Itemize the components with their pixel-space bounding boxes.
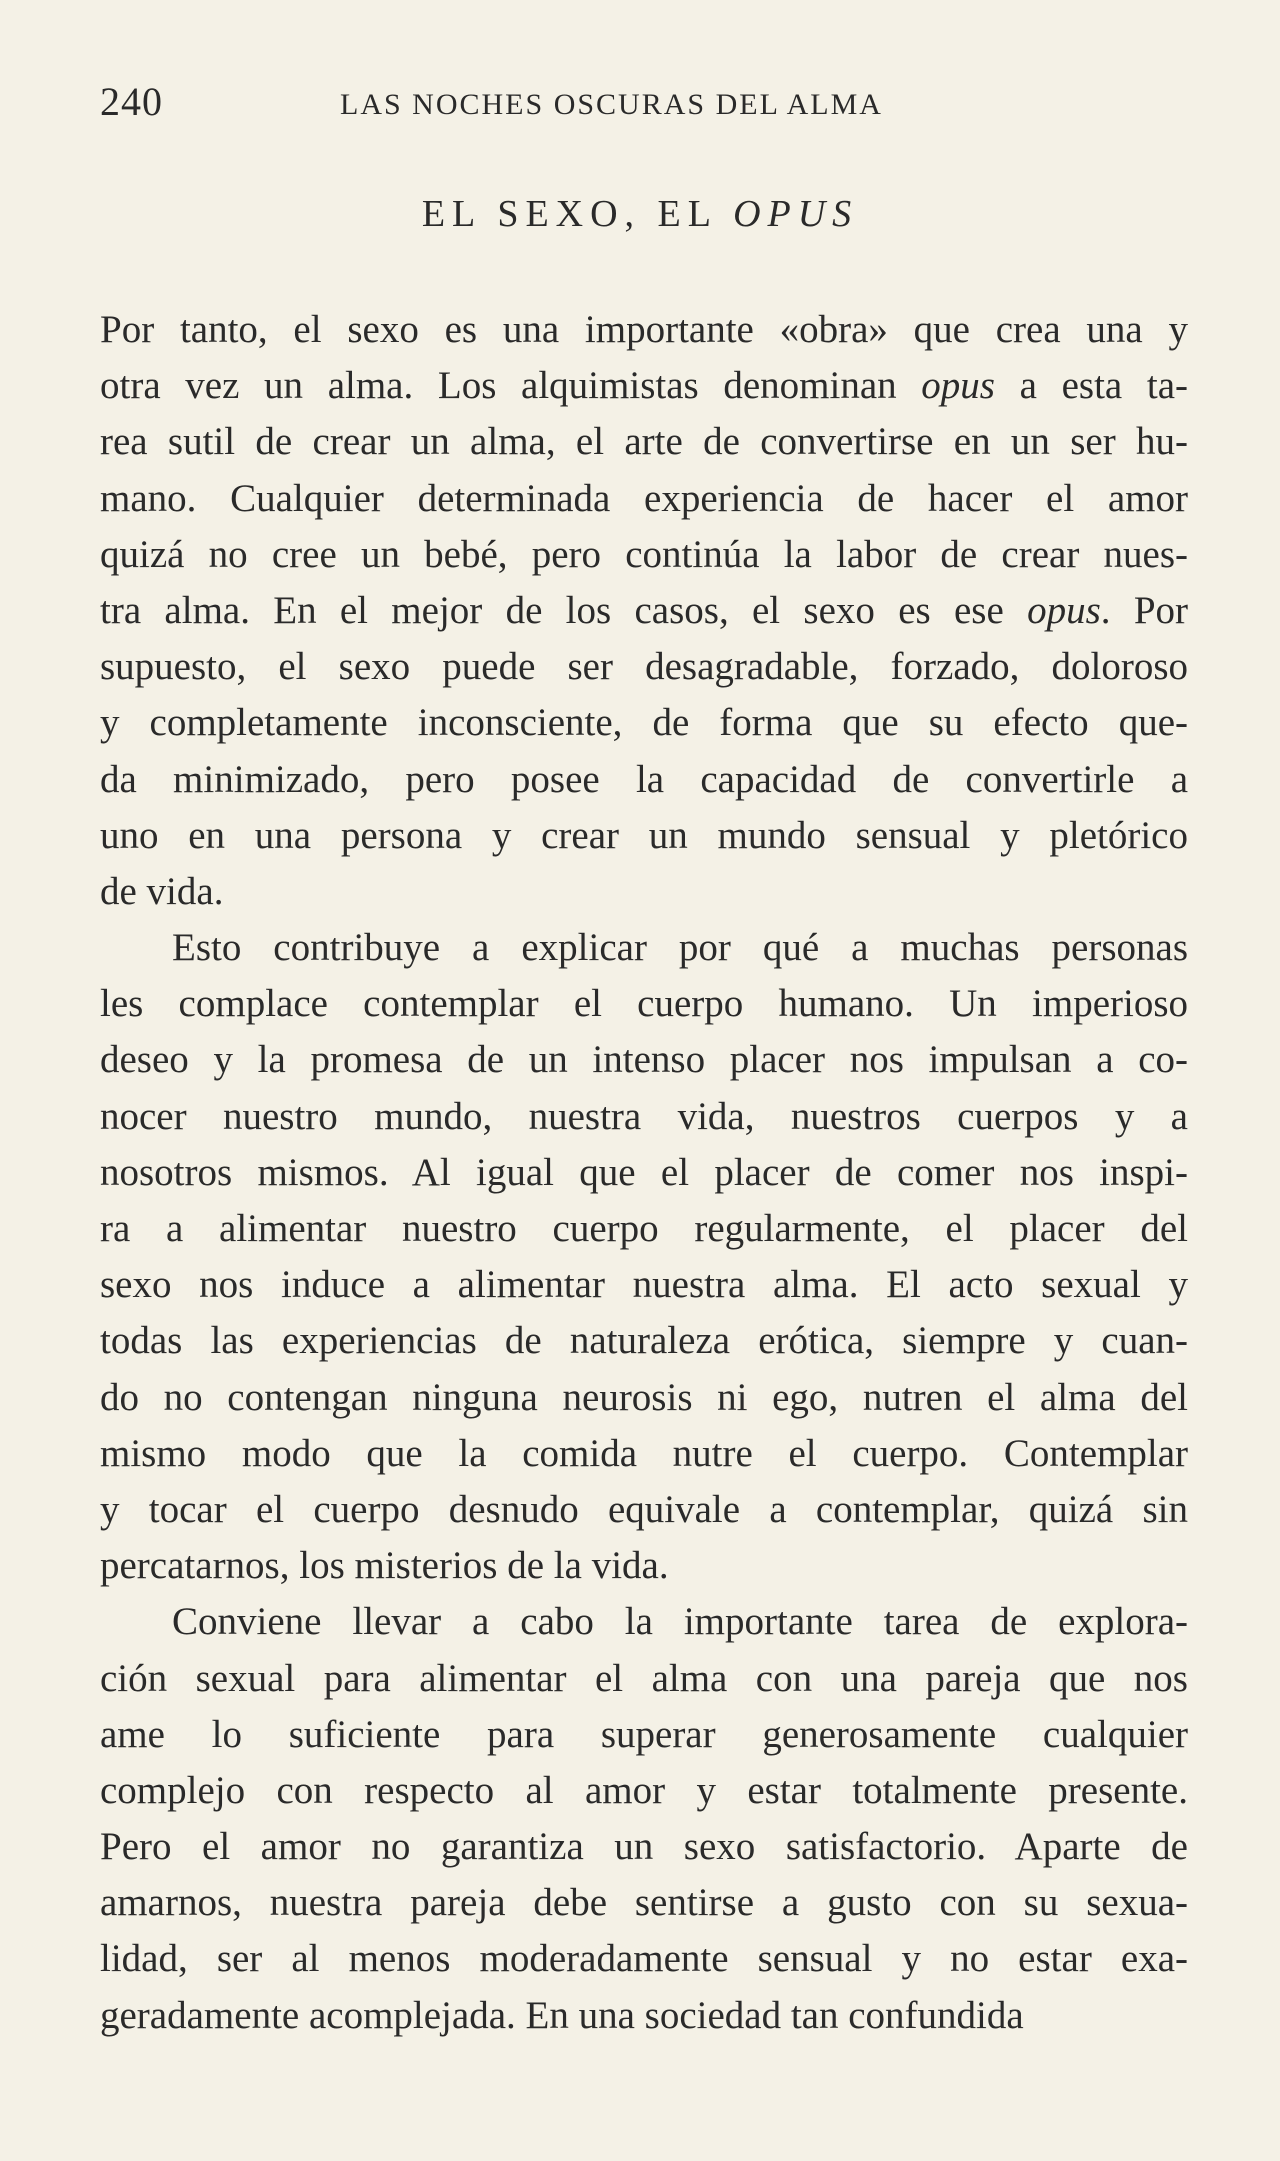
text-line: Por tanto, el sexo es una importante «obra» que crea una y — [100, 308, 1188, 351]
text-line: geradamente acomplejada. En una sociedad tan confundida — [100, 1993, 1024, 2037]
text-line: mano. Cualquier determinada experiencia de hacer el amor — [100, 476, 1188, 520]
section-title-italic: OPUS — [733, 193, 859, 235]
text-line: amarnos, nuestra pareja debe sentirse a gusto con su sexua- — [100, 1881, 1188, 1925]
text-line: todas las experiencias de naturaleza erótica, siempre y cuan- — [100, 1319, 1188, 1363]
text-line: percatarnos, los misterios de la vida. — [100, 1544, 669, 1588]
paragraph — [100, 302, 1188, 920]
text-line: supuesto, el sexo puede ser desagradable, forzado, doloroso — [100, 645, 1188, 689]
text-line: nosotros mismos. Al igual que el placer de comer nos inspi- — [100, 1150, 1188, 1194]
text-line: ción sexual para alimentar el alma con una pareja que nos — [100, 1656, 1188, 1700]
text-line: rea sutil de crear un alma, el arte de convertirse en un ser hu- — [100, 420, 1188, 464]
page-number: 240 — [100, 79, 163, 124]
text-line: y completamente inconsciente, de forma que su efecto que- — [100, 701, 1188, 745]
text-line: nocer nuestro mundo, nuestra vida, nuestros cuerpos y a — [100, 1094, 1188, 1138]
text-line: tra alma. En el mejor de los casos, el sexo es ese opus. Por — [100, 588, 1188, 632]
text-line: Pero el amor no garantiza un sexo satisfactorio. Aparte de — [100, 1825, 1188, 1869]
text-line: do no contengan ninguna neurosis ni ego, nutren el alma del — [100, 1375, 1188, 1419]
text-line: deseo y la promesa de un intenso placer nos impulsan a co- — [100, 1038, 1188, 1082]
text-line: complejo con respecto al amor y estar totalmente presente. — [100, 1768, 1188, 1812]
paragraph — [100, 920, 1188, 1594]
section-title-prefix: EL SEXO, EL — [421, 193, 717, 235]
text-line: lidad, ser al menos moderadamente sensual y no estar exa- — [100, 1937, 1188, 1981]
text-line: Esto contribuye a explicar por qué a muchas personas — [172, 926, 1188, 970]
text-line: ra a alimentar nuestro cuerpo regularmente, el placer del — [100, 1207, 1188, 1250]
running-title: LAS NOCHES OSCURAS DEL ALMA — [340, 88, 883, 121]
section-title — [0, 192, 1280, 236]
text-line: otra vez un alma. Los alquimistas denominan opus a esta ta- — [100, 364, 1188, 408]
running-head — [100, 78, 1210, 128]
text-line: uno en una persona y crear un mundo sensual y pletórico — [100, 813, 1188, 857]
text-line: ame lo suficiente para superar generosamente cualquier — [100, 1712, 1188, 1756]
text-line: sexo nos induce a alimentar nuestra alma. El acto sexual y — [100, 1263, 1188, 1307]
text-line: Conviene llevar a cabo la importante tarea de explora- — [172, 1600, 1188, 1644]
text-line: mismo modo que la comida nutre el cuerpo. Contemplar — [100, 1431, 1188, 1475]
paragraph — [100, 1594, 1188, 2044]
text-line: de vida. — [100, 869, 224, 913]
text-line: y tocar el cuerpo desnudo equivale a contemplar, quizá sin — [100, 1487, 1188, 1531]
body-text — [100, 302, 1188, 2044]
text-line: da minimizado, pero posee la capacidad de convertirle a — [100, 757, 1188, 801]
text-line: quizá no cree un bebé, pero continúa la labor de crear nues- — [100, 532, 1188, 576]
text-line: les complace contemplar el cuerpo humano. Un imperioso — [100, 982, 1188, 1026]
